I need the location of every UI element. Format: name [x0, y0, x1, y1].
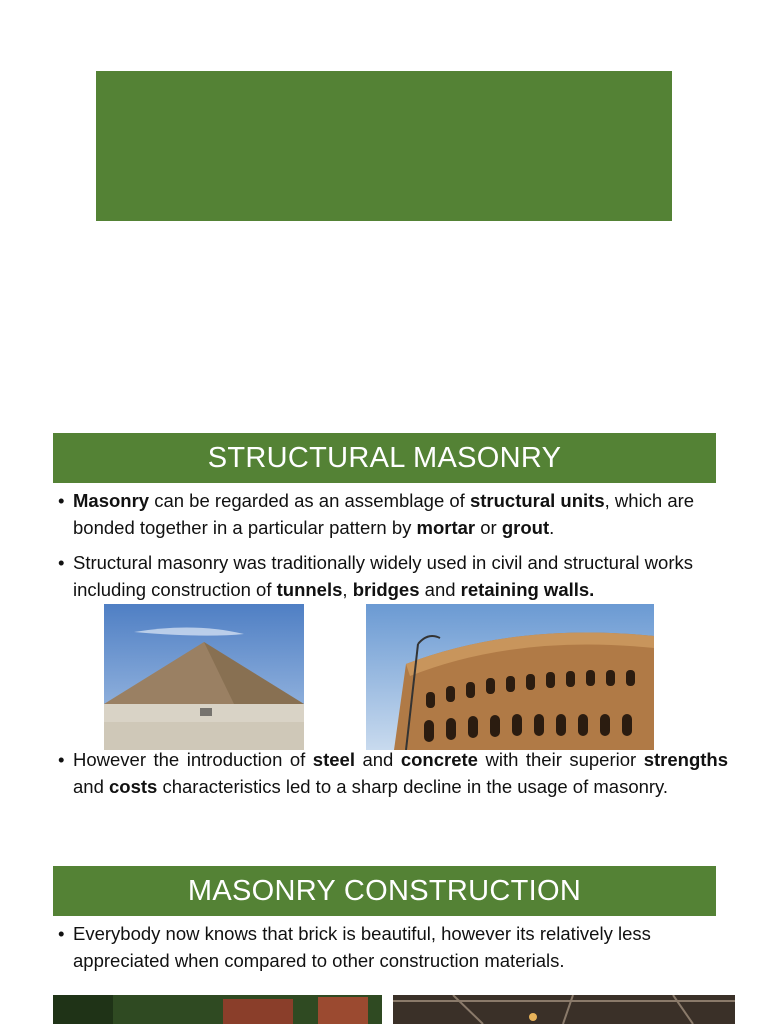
- section-heading-structural-masonry: STRUCTURAL MASONRY: [53, 433, 716, 483]
- brick-interior-illustration: [393, 995, 735, 1024]
- pyramid-photo: [104, 604, 304, 750]
- bullet-brick-beautiful: • Everybody now knows that brick is beautiful, however its relatively less appreciated when compared to other construction materials.: [58, 923, 651, 971]
- brick-garden-photo: [53, 995, 382, 1024]
- section-heading-masonry-construction: MASONRY CONSTRUCTION: [53, 866, 716, 916]
- bullet-decline: • However the introduction of steel and concrete with their superior strengths and costs characteristics led to a sharp decline in the usage of masonry.: [58, 749, 728, 797]
- brick-interior-photo: [393, 995, 735, 1024]
- pyramid-illustration: [104, 604, 304, 750]
- brick-garden-illustration: [53, 995, 382, 1024]
- colosseum-photo: [366, 604, 654, 750]
- colosseum-illustration: [366, 604, 654, 750]
- bullet-list-construction: [58, 920, 728, 982]
- bullet-list-structural: [58, 487, 728, 611]
- title-banner: [96, 71, 672, 221]
- bullet-list-decline: [58, 746, 728, 808]
- bullet-traditional-usage: • Structural masonry was traditionally widely used in civil and structural works including construction of tunnels, bridges and retaining walls.: [58, 552, 693, 600]
- bullet-masonry-definition: • Masonry can be regarded as an assemblage of structural units, which are bonded together in a particular pattern by mortar or grout.: [58, 490, 695, 538]
